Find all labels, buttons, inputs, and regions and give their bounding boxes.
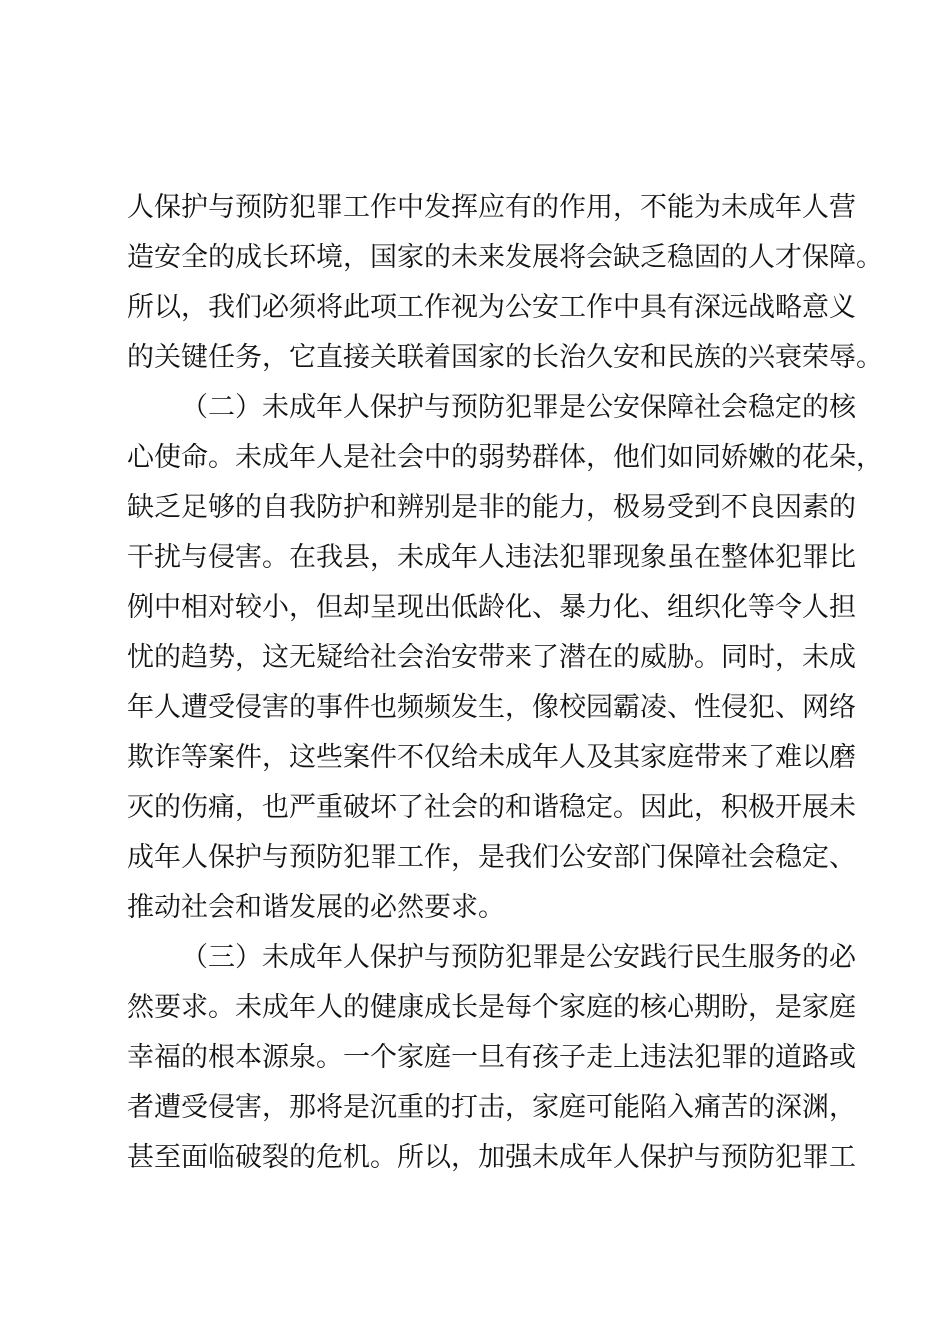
text-line: 欺诈等案件，这些案件不仅给未成年人及其家庭带来了难以磨 <box>127 742 856 773</box>
text-line: 干扰与侵害。在我县，未成年人违法犯罪现象虽在整体犯罪比 <box>127 542 856 573</box>
text-line: 成年人保护与预防犯罪工作，是我们公安部门保障社会稳定、 <box>127 842 856 873</box>
text-line: 者遭受侵害，那将是沉重的打击，家庭可能陷入痛苦的深渊， <box>127 1092 856 1123</box>
text-line: 幸福的根本源泉。一个家庭一旦有孩子走上违法犯罪的道路或 <box>127 1042 856 1073</box>
text-line: 心使命。未成年人是社会中的弱势群体，他们如同娇嫩的花朵， <box>127 442 883 473</box>
text-line: 灭的伤痛，也严重破坏了社会的和谐稳定。因此，积极开展未 <box>127 792 856 823</box>
text-line: 年人遭受侵害的事件也频频发生，像校园霸凌、性侵犯、网络 <box>127 692 856 723</box>
text-line: 忧的趋势，这无疑给社会治安带来了潜在的威胁。同时，未成 <box>127 642 856 673</box>
section-heading-line: （三）未成年人保护与预防犯罪是公安践行民生服务的必 <box>181 942 856 973</box>
text-line: 甚至面临破裂的危机。所以，加强未成年人保护与预防犯罪工 <box>127 1142 856 1173</box>
text-line: 人保护与预防犯罪工作中发挥应有的作用，不能为未成年人营 <box>127 192 856 223</box>
body-text <box>127 183 883 1183</box>
section-heading-line: （二）未成年人保护与预防犯罪是公安保障社会稳定的核 <box>181 392 856 423</box>
text-line: 的关键任务，它直接关联着国家的长治久安和民族的兴衰荣辱。 <box>127 342 883 373</box>
text-line: 缺乏足够的自我防护和辨别是非的能力，极易受到不良因素的 <box>127 492 856 523</box>
text-line: 所以，我们必须将此项工作视为公安工作中具有深远战略意义 <box>127 292 856 323</box>
text-line: 然要求。未成年人的健康成长是每个家庭的核心期盼，是家庭 <box>127 992 856 1023</box>
text-line: 例中相对较小，但却呈现出低龄化、暴力化、组织化等令人担 <box>127 592 856 623</box>
text-line: 推动社会和谐发展的必然要求。 <box>127 892 505 923</box>
text-line: 造安全的成长环境，国家的未来发展将会缺乏稳固的人才保障。 <box>127 242 883 273</box>
